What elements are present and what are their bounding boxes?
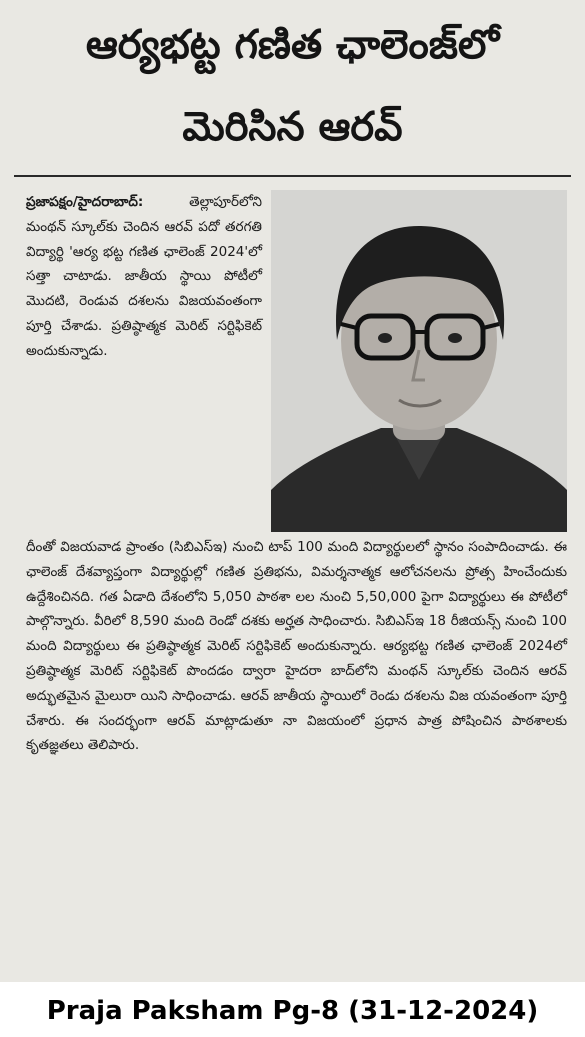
portrait-illustration [271,190,567,532]
dateline: ప్రజాపక్షం/హైదరాబాద్: [26,194,144,210]
student-photo [271,190,567,532]
headline-rule [14,175,571,177]
headline-line-1: ఆర్యభట్ట గణిత ఛాలెంజ్‌లో [85,22,500,68]
article-column-narrow [26,190,262,364]
article-body-intro: తెల్లాపూర్‌లోని మంథన్ స్కూల్‌కు చెందిన ఆరవ్ పదో తరగతి విద్యార్థి 'ఆర్య భట్ట గణిత ఛాలెంజ్ 2024'లో సత్తా చాటాడు. జాతీయ స్థాయి పోటీలో మొదటి, రెండువ దశలను విజయవంతంగా పూర్తి చేశాడు. ప్రతిష్ఠాత్మక మెరిట్ సర్టిఫికెట్ అందుకున్నాడు. [26,194,262,359]
article-column-wide: దీంతో విజయవాడ ప్రాంతం (సిబిఎస్ఇ) నుంచి టాప్ 100 మంది విద్యార్థులలో స్థానం సంపాదించాడు. ఈ ఛాలెంజ్ దేశవ్యాప్తంగా విద్యార్థుల్లో గణిత ప్రతిభను, విమర్శనాత్మక ఆలోచనలను ప్రోత్స హించేందుకు ఉద్దేశించినది. గత ఏడాది దేశంలోని 5,050 పాఠశా లల నుంచి 5,50,000 పైగా విద్యార్థులు ఈ పోటీలో పాల్గొన్నారు. వీరిలో 8,590 మంది రెండో దశకు అర్హత సాధించారు. సిబిఎస్ఇ 18 రీజియన్స్ నుంచి 100 మంది విద్యార్థులు ఈ ప్రతిష్ఠాత్మక మెరిట్ సర్టిఫికెట్ అందుకున్నారు. ఆర్యభట్ట గణిత ఛాలెంజ్ 2024లో ప్రతిష్ఠాత్మక మెరిట్ సర్టిఫికెట్ పొందడం ద్వారా హైదరా బాద్‌లోని మంథన్ స్కూల్‌కు చెందిన ఆరవ్ అద్భుతమైన మైలురా యిని సాధించాడు. ఆరవ్ జాతీయ స్థాయిలో రెండు దశలను విజ యవంతంగా పూర్తి చేశారు. ఈ సందర్భంగా ఆరవ్ మాట్లాడుతూ నా విజయంలో ప్రధాన పాత్ర పోషించిన పాఠశాలకు కృతజ్ఞతలు తెలిపారు. [26,539,567,754]
source-caption: Praja Paksham Pg-8 (31-12-2024) [46,996,539,1026]
headline-line-2: మెరిసిన ఆరవ్ [182,104,403,150]
